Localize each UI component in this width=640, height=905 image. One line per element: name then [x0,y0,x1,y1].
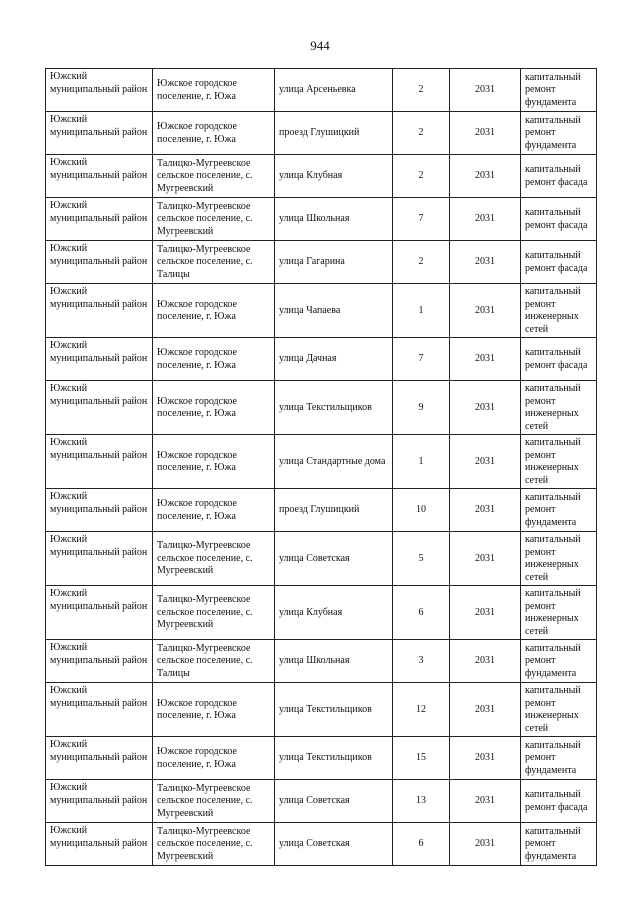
house-number-cell: 10 [393,489,450,532]
house-number-cell: 2 [393,155,450,198]
table-row [46,586,597,640]
year-cell: 2031 [450,640,521,683]
work-type-cell: капитальный ремонт фундамента [521,640,597,683]
settlement-cell: Южское городское поселение, г. Южа [153,284,275,338]
street-cell: улица Школьная [275,640,393,683]
work-type-cell: капитальный ремонт фасада [521,780,597,823]
year-cell: 2031 [450,155,521,198]
settlement-cell: Талицко-Мугреевское сельское поселение, с. Мугреевский [153,823,275,866]
house-number-cell: 13 [393,780,450,823]
house-number-cell: 5 [393,532,450,586]
page-number: 944 [310,38,330,53]
year-cell: 2031 [450,198,521,241]
district-cell: Южский муниципальный район [46,586,153,640]
district-cell: Южский муниципальный район [46,737,153,780]
street-cell: улица Советская [275,823,393,866]
year-cell: 2031 [450,435,521,489]
street-cell: проезд Глушицкий [275,489,393,532]
house-number-cell: 9 [393,381,450,435]
year-cell: 2031 [450,112,521,155]
street-cell: улица Советская [275,780,393,823]
year-cell: 2031 [450,381,521,435]
work-type-cell: капитальный ремонт фундамента [521,489,597,532]
work-type-cell: капитальный ремонт инженерных сетей [521,586,597,640]
year-cell: 2031 [450,489,521,532]
work-type-cell: капитальный ремонт фундамента [521,69,597,112]
work-type-cell: капитальный ремонт инженерных сетей [521,284,597,338]
table-row [46,198,597,241]
settlement-cell: Талицко-Мугреевское сельское поселение, с. Мугреевский [153,780,275,823]
district-cell: Южский муниципальный район [46,112,153,155]
district-cell: Южский муниципальный район [46,435,153,489]
table-row [46,640,597,683]
year-cell: 2031 [450,737,521,780]
street-cell: проезд Глушицкий [275,112,393,155]
district-cell: Южский муниципальный район [46,780,153,823]
work-type-cell: капитальный ремонт инженерных сетей [521,683,597,737]
house-number-cell: 2 [393,112,450,155]
settlement-cell: Южское городское поселение, г. Южа [153,683,275,737]
settlement-cell: Талицко-Мугреевское сельское поселение, с. Мугреевский [153,198,275,241]
table-row [46,823,597,866]
work-type-cell: капитальный ремонт инженерных сетей [521,532,597,586]
work-type-cell: капитальный ремонт фундамента [521,823,597,866]
street-cell: улица Гагарина [275,241,393,284]
table-row [46,284,597,338]
street-cell: улица Клубная [275,155,393,198]
house-number-cell: 12 [393,683,450,737]
street-cell: улица Стандартные дома [275,435,393,489]
table-row [46,532,597,586]
district-cell: Южский муниципальный район [46,284,153,338]
settlement-cell: Южское городское поселение, г. Южа [153,737,275,780]
settlement-cell: Южское городское поселение, г. Южа [153,338,275,381]
work-type-cell: капитальный ремонт фундамента [521,112,597,155]
settlement-cell: Южское городское поселение, г. Южа [153,112,275,155]
district-cell: Южский муниципальный район [46,241,153,284]
work-type-cell: капитальный ремонт инженерных сетей [521,435,597,489]
year-cell: 2031 [450,69,521,112]
house-number-cell: 7 [393,198,450,241]
repair-schedule-table [45,68,597,866]
work-type-cell: капитальный ремонт фундамента [521,737,597,780]
house-number-cell: 1 [393,435,450,489]
settlement-cell: Южское городское поселение, г. Южа [153,381,275,435]
year-cell: 2031 [450,284,521,338]
work-type-cell: капитальный ремонт фасада [521,198,597,241]
year-cell: 2031 [450,338,521,381]
district-cell: Южский муниципальный район [46,823,153,866]
house-number-cell: 3 [393,640,450,683]
settlement-cell: Талицко-Мугреевское сельское поселение, с. Мугреевский [153,155,275,198]
house-number-cell: 15 [393,737,450,780]
settlement-cell: Талицко-Мугреевское сельское поселение, с. Мугреевский [153,532,275,586]
table-row [46,112,597,155]
street-cell: улица Школьная [275,198,393,241]
district-cell: Южский муниципальный район [46,155,153,198]
table-row [46,241,597,284]
district-cell: Южский муниципальный район [46,198,153,241]
house-number-cell: 6 [393,823,450,866]
street-cell: улица Арсеньевка [275,69,393,112]
street-cell: улица Текстильщиков [275,381,393,435]
table-row [46,69,597,112]
street-cell: улица Клубная [275,586,393,640]
street-cell: улица Текстильщиков [275,683,393,737]
settlement-cell: Талицко-Мугреевское сельское поселение, с. Талицы [153,241,275,284]
year-cell: 2031 [450,823,521,866]
house-number-cell: 2 [393,69,450,112]
year-cell: 2031 [450,780,521,823]
house-number-cell: 7 [393,338,450,381]
table-row [46,780,597,823]
house-number-cell: 2 [393,241,450,284]
district-cell: Южский муниципальный район [46,381,153,435]
district-cell: Южский муниципальный район [46,338,153,381]
table-row [46,683,597,737]
table-row [46,338,597,381]
district-cell: Южский муниципальный район [46,683,153,737]
table-row [46,489,597,532]
year-cell: 2031 [450,532,521,586]
table-row [46,435,597,489]
district-cell: Южский муниципальный район [46,640,153,683]
table-row [46,737,597,780]
district-cell: Южский муниципальный район [46,69,153,112]
year-cell: 2031 [450,683,521,737]
house-number-cell: 1 [393,284,450,338]
district-cell: Южский муниципальный район [46,532,153,586]
work-type-cell: капитальный ремонт фасада [521,338,597,381]
year-cell: 2031 [450,241,521,284]
district-cell: Южский муниципальный район [46,489,153,532]
settlement-cell: Южское городское поселение, г. Южа [153,435,275,489]
table-body [46,69,597,866]
table-row [46,381,597,435]
street-cell: улица Советская [275,532,393,586]
settlement-cell: Южское городское поселение, г. Южа [153,69,275,112]
settlement-cell: Талицко-Мугреевское сельское поселение, с. Мугреевский [153,586,275,640]
table-row [46,155,597,198]
street-cell: улица Чапаева [275,284,393,338]
work-type-cell: капитальный ремонт фасада [521,241,597,284]
work-type-cell: капитальный ремонт фасада [521,155,597,198]
settlement-cell: Талицко-Мугреевское сельское поселение, с. Талицы [153,640,275,683]
house-number-cell: 6 [393,586,450,640]
year-cell: 2031 [450,586,521,640]
settlement-cell: Южское городское поселение, г. Южа [153,489,275,532]
street-cell: улица Текстильщиков [275,737,393,780]
street-cell: улица Дачная [275,338,393,381]
work-type-cell: капитальный ремонт инженерных сетей [521,381,597,435]
